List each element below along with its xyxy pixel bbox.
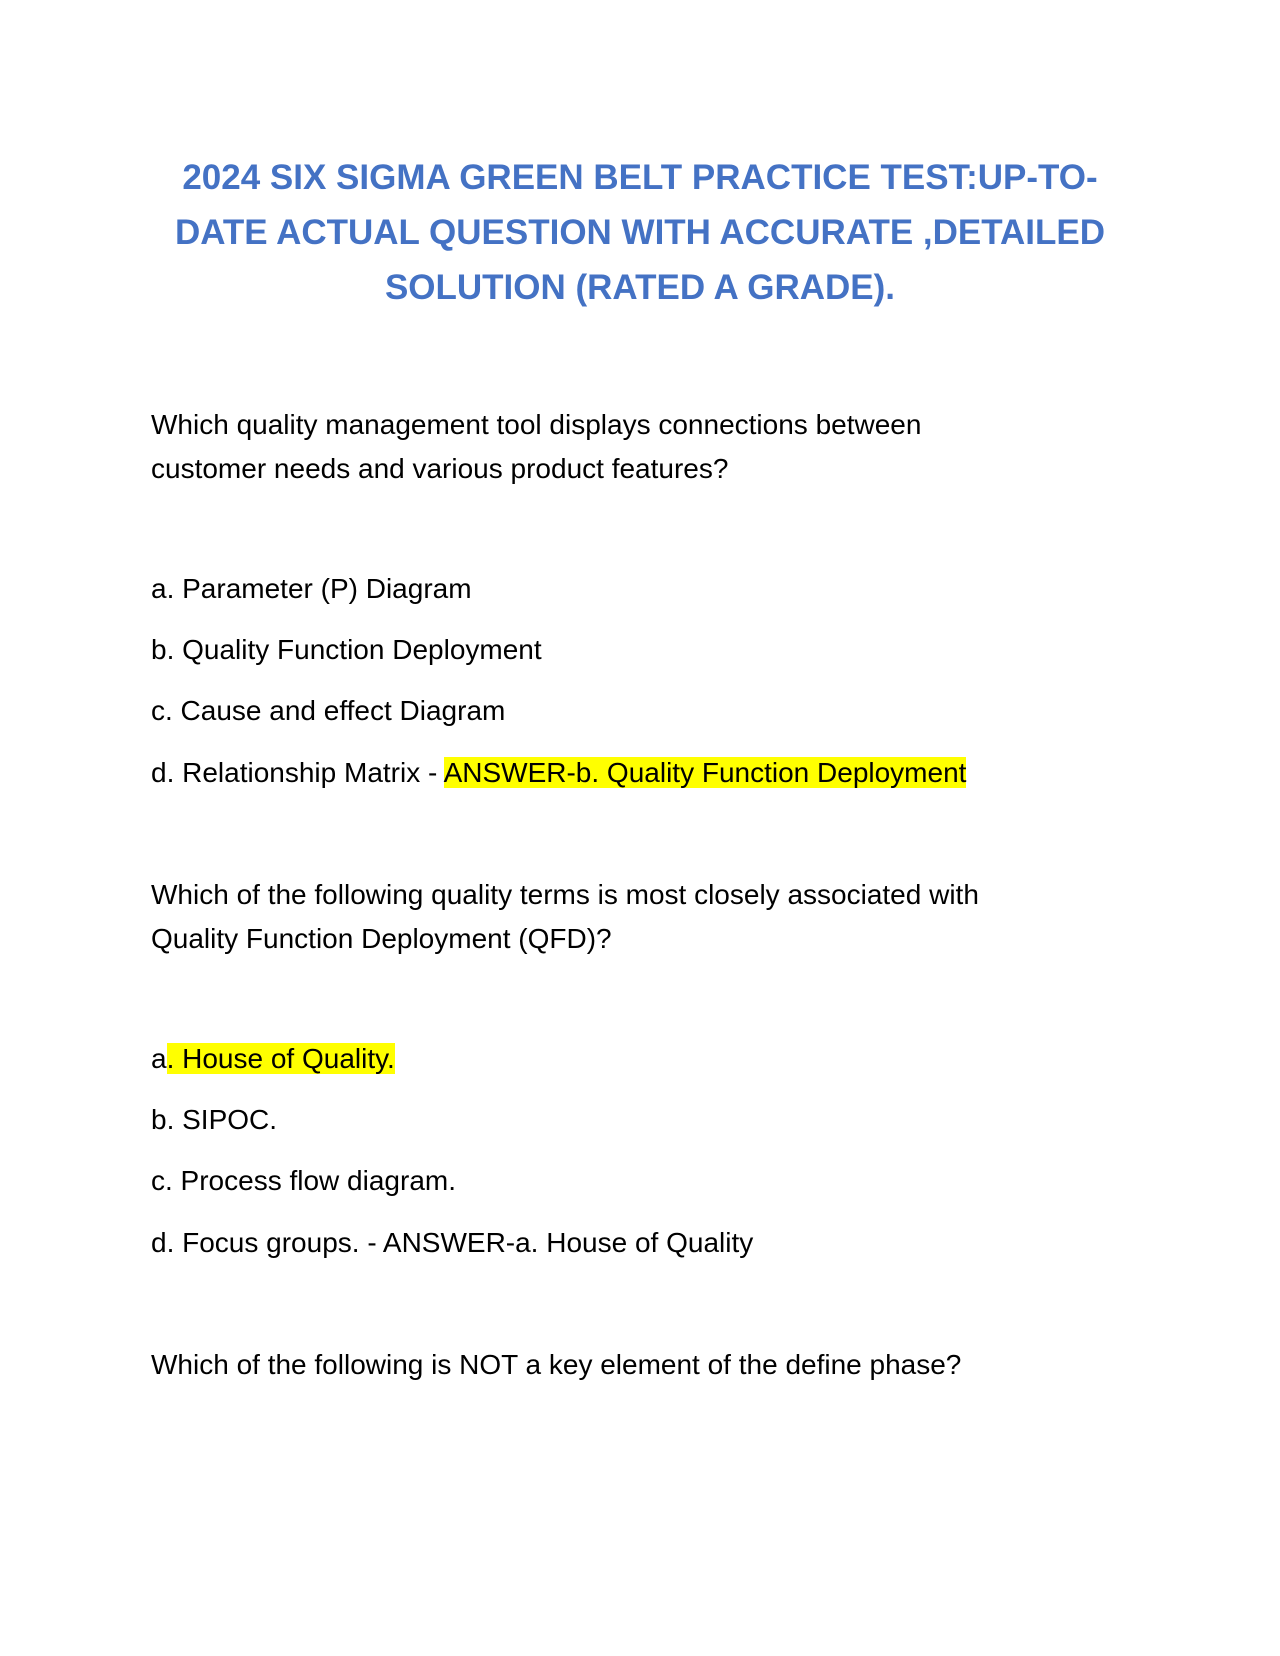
question-2-option-c: c. Process flow diagram. [151, 1165, 456, 1196]
question-1-option-c: c. Cause and effect Diagram [151, 695, 506, 726]
question-1-answer-highlight: ANSWER-b. Quality Function Deployment [443, 757, 967, 788]
title-line-3: SOLUTION (RATED A GRADE). [384, 268, 896, 307]
question-2-line-1: Which of the following quality terms is most closely associated with [151, 879, 979, 910]
question-3-line-1: Which of the following is NOT a key element of the define phase? [151, 1349, 962, 1380]
question-1-line-1: Which quality management tool displays connections between [151, 409, 922, 440]
question-2-line-2: Quality Function Deployment (QFD)? [151, 923, 612, 954]
title-line-2: DATE ACTUAL QUESTION WITH ACCURATE ,DETAILED [174, 213, 1106, 252]
question-1-option-d-text: d. Relationship Matrix - [151, 757, 444, 788]
question-2-option-b: b. SIPOC. [151, 1104, 278, 1135]
question-1-option-a: a. Parameter (P) Diagram [151, 573, 472, 604]
question-2-option-d: d. Focus groups. - ANSWER-a. House of Quality [151, 1227, 754, 1258]
question-1-line-2: customer needs and various product features? [151, 453, 729, 484]
question-2-answer-highlight: . House of Quality. [166, 1043, 395, 1074]
title-line-1: 2024 SIX SIGMA GREEN BELT PRACTICE TEST:UP-TO- [182, 158, 1098, 197]
question-1-option-b: b. Quality Function Deployment [151, 634, 542, 665]
document-title [150, 150, 1130, 315]
question-2-option-a-letter: a [151, 1043, 167, 1074]
question-1-option-d [151, 751, 966, 795]
question-2-option-a [151, 1037, 395, 1081]
